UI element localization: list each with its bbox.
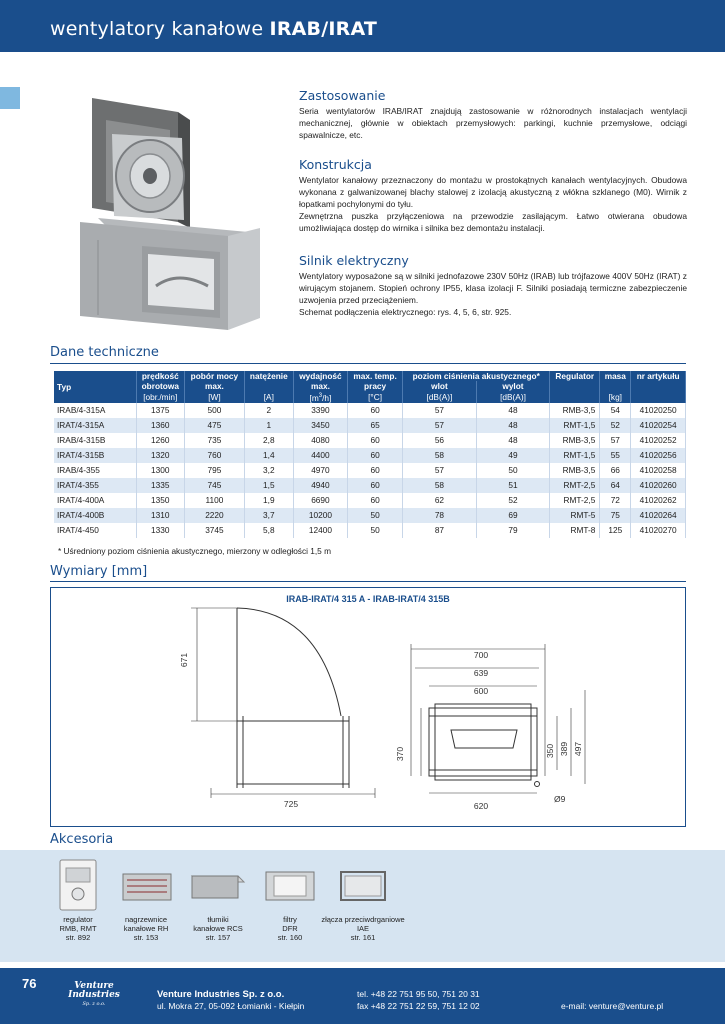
table-cell: RMT-2,5 — [550, 493, 600, 508]
th-typ: Typ — [54, 371, 136, 403]
dim-497: 497 — [573, 741, 583, 757]
th-regulator: Regulator — [550, 371, 600, 381]
th-wlot: wlot — [403, 381, 477, 391]
th-pobor-1: pobór mocy — [185, 371, 245, 381]
text-zastosowanie: Seria wentylatorów IRAB/IRAT znajdują zastosowanie w różnorodnych instalacjach wentylacji mechanicznej, głównie w obiektach przemysłowych: parkingi, kuchnie przemysłowe, odciągi spawalnicze, etc. — [299, 106, 687, 140]
table-cell: 475 — [185, 418, 245, 433]
table-cell: 41020252 — [631, 433, 686, 448]
table-cell: 60 — [348, 493, 403, 508]
dimension-drawing-box — [50, 587, 686, 827]
unit-wyd-post: /h] — [322, 392, 332, 403]
th-empty-art — [631, 381, 686, 391]
accessory-filtry — [260, 858, 320, 942]
table-cell: 60 — [348, 433, 403, 448]
table-cell: 57 — [403, 418, 477, 433]
unit-wydajnosc — [293, 391, 347, 403]
caption-line: IAE — [356, 924, 370, 933]
table-cell: 56 — [403, 433, 477, 448]
table-cell: RMT-8 — [550, 523, 600, 538]
unit-masa: [kg] — [600, 391, 631, 403]
table-cell: 54 — [600, 403, 631, 418]
table-cell: 2,8 — [244, 433, 293, 448]
table-row — [54, 418, 686, 433]
table-row — [54, 463, 686, 478]
accessory-nagrzewnice — [114, 858, 178, 942]
table-cell: IRAT/4-315A — [54, 418, 136, 433]
th-poziom: poziom ciśnienia akustycznego* — [403, 371, 550, 381]
table-cell: 4970 — [293, 463, 347, 478]
dim-350: 350 — [545, 743, 555, 759]
table-cell: 5,8 — [244, 523, 293, 538]
caption-line: nagrzewnice — [124, 915, 168, 924]
table-cell: 745 — [185, 478, 245, 493]
tech-data-table — [54, 371, 686, 538]
section-silnik — [299, 253, 687, 318]
unit-regulator — [550, 391, 600, 403]
table-cell: 50 — [348, 508, 403, 523]
table-cell: 72 — [600, 493, 631, 508]
table-cell: IRAB/4-315A — [54, 403, 136, 418]
unit-pobor: [W] — [185, 391, 245, 403]
table-cell: 3450 — [293, 418, 347, 433]
footnote: * Uśredniony poziom ciśnienia akustycznego, mierzony w odległości 1,5 m — [58, 546, 332, 556]
caption-line: RMB, RMT — [59, 924, 97, 933]
table-cell: 3,2 — [244, 463, 293, 478]
table-cell: 41020270 — [631, 523, 686, 538]
product-photo — [78, 90, 268, 330]
dim-671: 671 — [179, 652, 189, 668]
table-cell: 6690 — [293, 493, 347, 508]
dim-370: 370 — [395, 746, 405, 762]
table-cell: RMT-1,5 — [550, 418, 600, 433]
table-units-row — [54, 391, 686, 403]
company-phone[interactable]: tel. +48 22 751 95 50, 751 20 31 — [357, 989, 480, 999]
table-cell: 58 — [403, 478, 477, 493]
table-cell: 41020262 — [631, 493, 686, 508]
table-cell: 1335 — [136, 478, 185, 493]
unit-artykul — [631, 391, 686, 403]
table-cell: 1310 — [136, 508, 185, 523]
table-cell: 1300 — [136, 463, 185, 478]
th-pobor-2: max. — [185, 381, 245, 391]
table-row — [54, 508, 686, 523]
table-cell: 125 — [600, 523, 631, 538]
th-empty-nat — [244, 381, 293, 391]
table-cell: RMT-2,5 — [550, 478, 600, 493]
heading-dane-techniczne: Dane techniczne — [50, 345, 159, 360]
th-artykul: nr artykułu — [631, 371, 686, 381]
table-cell: IRAT/4-400A — [54, 493, 136, 508]
table-cell: 1,4 — [244, 448, 293, 463]
divider-wymiary — [50, 581, 686, 582]
table-cell: IRAT/4-355 — [54, 478, 136, 493]
table-cell: IRAT/4-450 — [54, 523, 136, 538]
table-cell: 69 — [476, 508, 550, 523]
accessory-regulator — [52, 858, 104, 942]
table-cell: 57 — [403, 463, 477, 478]
caption-line: regulator — [63, 915, 93, 924]
table-cell: RMT-1,5 — [550, 448, 600, 463]
table-row — [54, 493, 686, 508]
unit-wlot: [dB(A)] — [403, 391, 477, 403]
page-number: 76 — [22, 976, 37, 991]
table-header-row — [54, 371, 686, 381]
table-cell: 1,5 — [244, 478, 293, 493]
unit-wyd-sup: 3 — [318, 393, 323, 399]
caption-line: str. 160 — [277, 933, 303, 942]
table-cell: 87 — [403, 523, 477, 538]
table-cell: 2220 — [185, 508, 245, 523]
table-cell: 41020260 — [631, 478, 686, 493]
table-cell: 3745 — [185, 523, 245, 538]
table-cell: 57 — [600, 433, 631, 448]
table-cell: 4400 — [293, 448, 347, 463]
table-cell: 1260 — [136, 433, 185, 448]
table-cell: 41020250 — [631, 403, 686, 418]
section-zastosowanie — [299, 88, 687, 141]
heading-silnik: Silnik elektryczny — [299, 253, 409, 268]
th-empty-masa — [600, 381, 631, 391]
table-cell: 1,9 — [244, 493, 293, 508]
table-cell: 79 — [476, 523, 550, 538]
table-cell: 60 — [348, 478, 403, 493]
logo-line: Sp. z o.o. — [82, 1001, 106, 1007]
table-row — [54, 433, 686, 448]
table-cell: 3390 — [293, 403, 347, 418]
table-cell: IRAB/4-355 — [54, 463, 136, 478]
th-wylot: wylot — [476, 381, 550, 391]
table-cell: 2 — [244, 403, 293, 418]
table-cell: 58 — [403, 448, 477, 463]
logo-line: Venture — [74, 981, 114, 991]
divider-dane — [50, 363, 686, 364]
table-cell: 62 — [403, 493, 477, 508]
th-wydajnosc-1: wydajność — [293, 371, 347, 381]
footer-band — [0, 968, 725, 1024]
accessory-tlumiki — [186, 858, 250, 942]
regulator-image — [56, 858, 100, 912]
table-cell: RMB-3,5 — [550, 403, 600, 418]
table-cell: 60 — [348, 448, 403, 463]
table-cell: 78 — [403, 508, 477, 523]
dimension-drawing — [51, 588, 687, 828]
caption-line: tłumiki — [207, 915, 229, 924]
unit-temp: [°C] — [348, 391, 403, 403]
table-cell: 48 — [476, 403, 550, 418]
company-address: ul. Mokra 27, 05-092 Łomianki - Kiełpin — [157, 1001, 305, 1011]
table-cell: 60 — [348, 463, 403, 478]
table-cell: 1330 — [136, 523, 185, 538]
page-title — [50, 18, 377, 40]
table-cell: 500 — [185, 403, 245, 418]
dim-700: 700 — [473, 650, 489, 660]
table-header-row-2 — [54, 381, 686, 391]
title-prefix: wentylatory kanałowe — [50, 18, 270, 40]
section-konstrukcja — [299, 157, 687, 234]
table-row — [54, 523, 686, 538]
caption-nagrzewnice — [114, 915, 178, 942]
caption-filtry — [260, 915, 320, 942]
company-logo — [66, 982, 122, 1016]
table-cell: 49 — [476, 448, 550, 463]
table-cell: 1360 — [136, 418, 185, 433]
caption-zlacza — [318, 915, 408, 942]
table-cell: 10200 — [293, 508, 347, 523]
caption-line: str. 153 — [133, 933, 159, 942]
table-cell: 41020254 — [631, 418, 686, 433]
heading-konstrukcja: Konstrukcja — [299, 157, 372, 172]
table-cell: 50 — [476, 463, 550, 478]
unit-predkosc: [obr./min] — [136, 391, 185, 403]
company-name: Venture Industries Sp. z o.o. — [157, 989, 285, 1000]
accessory-zlacza — [318, 858, 408, 942]
table-cell: 1350 — [136, 493, 185, 508]
table-row — [54, 448, 686, 463]
table-cell: 48 — [476, 433, 550, 448]
text-silnik-2: Schemat podłączenia elektrycznego: rys. 4, 5, 6, str. 925. — [299, 307, 512, 317]
th-empty-reg — [550, 381, 600, 391]
table-cell: 12400 — [293, 523, 347, 538]
table-cell: 1375 — [136, 403, 185, 418]
table-cell: RMB-3,5 — [550, 463, 600, 478]
table-cell: 66 — [600, 463, 631, 478]
caption-line: DFR — [282, 924, 298, 933]
company-email[interactable]: e-mail: venture@venture.pl — [561, 1001, 664, 1011]
table-cell: 1100 — [185, 493, 245, 508]
table-row — [54, 403, 686, 418]
table-cell: 52 — [600, 418, 631, 433]
caption-line: filtry — [283, 915, 297, 924]
caption-line: str. 892 — [65, 933, 91, 942]
table-cell: IRAB/4-315B — [54, 433, 136, 448]
header-band — [0, 0, 725, 52]
table-cell: 57 — [403, 403, 477, 418]
caption-line: str. 161 — [350, 933, 376, 942]
company-fax: fax +48 22 751 22 59, 751 12 02 — [357, 1001, 480, 1011]
table-cell: RMT-5 — [550, 508, 600, 523]
text-konstrukcja-2: Zewnętrzna puszka przyłączeniowa na przewodzie zasilającym. Łatwo otwierana obudowa umożliwiająca dostęp do wirnika i silnika bez demontażu instalacji. — [299, 211, 687, 233]
caption-regulator — [52, 915, 104, 942]
table-cell: 41020258 — [631, 463, 686, 478]
heater-image — [117, 858, 175, 912]
table-cell: 4080 — [293, 433, 347, 448]
unit-wyd-pre: [m — [309, 392, 319, 403]
side-tab-marker — [0, 87, 20, 109]
table-cell: 50 — [348, 523, 403, 538]
table-cell: 795 — [185, 463, 245, 478]
filter-image — [262, 858, 318, 912]
unit-wylot: [dB(A)] — [476, 391, 550, 403]
table-cell: 60 — [348, 403, 403, 418]
caption-tlumiki — [186, 915, 250, 942]
table-cell: 55 — [600, 448, 631, 463]
table-cell: IRAT/4-400B — [54, 508, 136, 523]
table-cell: 75 — [600, 508, 631, 523]
table-row — [54, 478, 686, 493]
text-silnik-1: Wentylatory wyposażone są w silniki jednofazowe 230V 50Hz (IRAB) lub trójfazowe 400V 50Hz (IRAT) z wirującym stojanem. Stopień ochrony IP55, klasa izolacji F. Silniki posiadają termiczne zabezpieczenie uzwojenia przed przeciążeniem. — [299, 271, 687, 305]
th-masa: masa — [600, 371, 631, 381]
caption-line: kanałowe RH — [123, 924, 169, 933]
caption-line: str. 157 — [205, 933, 231, 942]
table-cell: 41020256 — [631, 448, 686, 463]
table-cell: 735 — [185, 433, 245, 448]
title-product: IRAB/IRAT — [269, 18, 378, 40]
connector-image — [335, 858, 391, 912]
heading-zastosowanie: Zastosowanie — [299, 88, 386, 103]
text-konstrukcja-1: Wentylator kanałowy przeznaczony do montażu w prostokątnych kanałach wentylacyjnych. Obudowa wykonana z galwanizowanej blachy stalowej z izolacją akustyczną z włókna szklanego (M0). Wirnik z łopatkami pochylonymi do tyłu. — [299, 175, 687, 209]
table-cell: IRAT/4-315B — [54, 448, 136, 463]
dim-hole: Ø9 — [554, 794, 566, 804]
table-cell: 52 — [476, 493, 550, 508]
th-temp-2: pracy — [348, 381, 403, 391]
tech-table-body — [54, 403, 686, 538]
th-temp-1: max. temp. — [348, 371, 403, 381]
table-cell: 65 — [348, 418, 403, 433]
unit-natezenie: [A] — [244, 391, 293, 403]
th-natezenie: natężenie — [244, 371, 293, 381]
silencer-image — [188, 858, 248, 912]
dim-600: 600 — [473, 686, 489, 696]
table-cell: 760 — [185, 448, 245, 463]
th-predkosc-2: obrotowa — [136, 381, 185, 391]
table-cell: 3,7 — [244, 508, 293, 523]
dim-725: 725 — [283, 799, 299, 809]
table-cell: 41020264 — [631, 508, 686, 523]
table-cell: 1 — [244, 418, 293, 433]
th-wydajnosc-2: max. — [293, 381, 347, 391]
dim-389: 389 — [559, 741, 569, 757]
caption-line: kanałowe RCS — [193, 924, 243, 933]
table-cell: RMB-3,5 — [550, 433, 600, 448]
table-cell: 4940 — [293, 478, 347, 493]
dim-639: 639 — [473, 668, 489, 678]
table-cell: 1320 — [136, 448, 185, 463]
table-cell: 64 — [600, 478, 631, 493]
table-cell: 51 — [476, 478, 550, 493]
caption-line: złącza przeciwdrganiowe — [321, 915, 405, 924]
logo-line: Industries — [68, 990, 120, 1000]
drawing-title: IRAB-IRAT/4 315 A - IRAB-IRAT/4 315B — [286, 594, 450, 604]
th-predkosc-1: prędkość — [136, 371, 185, 381]
heading-akcesoria: Akcesoria — [50, 832, 114, 847]
dim-620: 620 — [473, 801, 489, 811]
table-cell: 48 — [476, 418, 550, 433]
heading-wymiary: Wymiary [mm] — [50, 564, 148, 579]
